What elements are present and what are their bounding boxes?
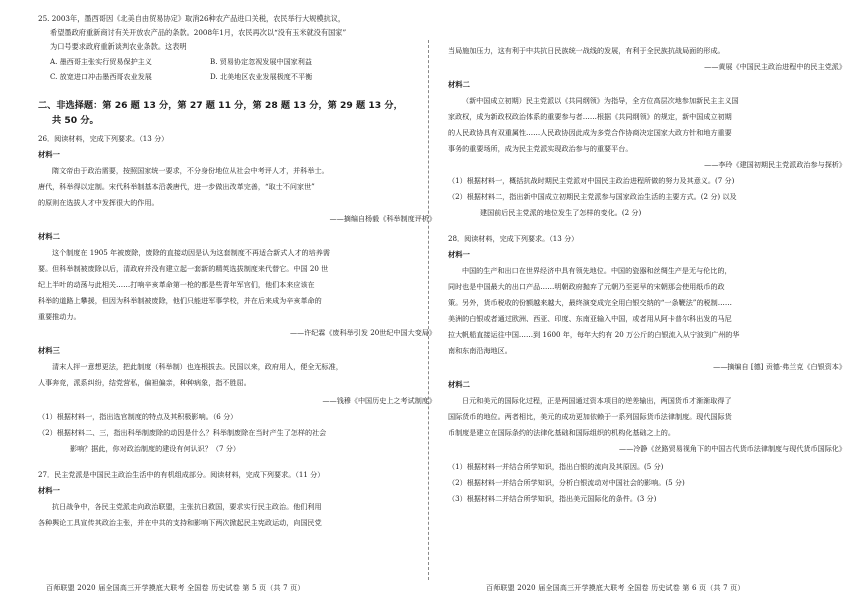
q27-material-1-label: 材料一	[38, 486, 60, 495]
q26-m1-source: ——摘编自杨毅《科举制度评析》	[329, 214, 436, 223]
q25-option-d[interactable]: D. 北美地区农业发展极度不平衡	[210, 72, 313, 81]
q27-m1-line-3: 当局施加压力，这有利于中共抗日民族统一战线的发展，有利于全民族抗战局面的形成。	[448, 46, 725, 55]
q28-m1-line-4: 美洲的白银或者通过欧洲、西亚、印度、东南亚输入中国，或者用从阿卡普尔科出发的马尼	[448, 314, 732, 323]
q27-intro: 27．民主党派是中国民主政治生活中的有机组成部分。阅读材料，完成下列要求。（11 分）	[38, 470, 325, 479]
q26-material-3-label: 材料三	[38, 346, 60, 355]
q27-m2-line-4: 事务的重要场所，成为民主党派实现政治参与的重要平台。	[448, 144, 633, 153]
q27-m2-line-3: 的人民政协具有双重属性……人民政协因此成为多党合作协商决定国家大政方针和地方重要	[448, 128, 732, 137]
q26-m1-line-2: 唐代，科举得以定制。宋代科举制基本沿袭唐代，进一步做出改革完善，“取士不问家世”	[38, 182, 315, 191]
q28-m2-line-1: 日元和美元的国际化过程，正是两国通过资本项目的逆差输出，两国货币才渐渐取得了	[462, 396, 732, 405]
q26-material-1-label: 材料一	[38, 150, 60, 159]
q27-m1-source: ——黄展《中国民主政治进程中的民主党派》	[704, 62, 846, 71]
q26-m2-line-4: 科举的道路上攀援，但因为科举制被废除，他们只能进军事学校，并在后来成为辛亥革命的	[38, 296, 322, 305]
q28-requirement-2: （2）根据材料一并结合所学知识，分析白银流动对中国社会的影响。(5 分)	[448, 478, 685, 487]
q27-requirement-2: （2）根据材料二，指出新中国成立初期民主党派参与国家政治生活的主要方式。(2 分) 以及	[448, 192, 737, 201]
q27-requirement-2-cont: 建国前后民主党派的地位发生了怎样的变化。(2 分)	[480, 208, 642, 217]
q26-requirement-1: （1）根据材料一，指出选官制度的特点及其积极影响。（6 分）	[38, 412, 238, 421]
q28-requirement-3: （3）根据材料二并结合所学知识，指出美元国际化的条件。(3 分)	[448, 494, 657, 503]
q26-m2-line-3: 纪上半叶的动荡与此相关……打响辛亥革命第一枪的都是些青年军官们，他们本来应该在	[38, 280, 315, 289]
q28-m1-line-6: 南和东南沿海地区。	[448, 346, 512, 355]
q28-m2-line-3: 币制度是建立在国际条约的法律化基础和国际组织的机构化基础之上的。	[448, 428, 675, 437]
q27-material-2-label: 材料二	[448, 80, 470, 89]
q25-option-c[interactable]: C. 放宽进口冲击墨西哥农业发展	[50, 72, 152, 81]
q26-requirement-2-cont: 影响？据此，你对政治制度的建设有何认识？（7 分）	[70, 444, 240, 453]
q27-m2-line-1: （新中国成立初期）民主党派以《共同纲领》为指导，全方位高层次地参加新民主主义国	[462, 96, 739, 105]
q26-m2-line-5: 重要推动力。	[38, 312, 81, 321]
q25-line-3: 为口号要求政府重新谈判农业条款。这表明	[50, 42, 187, 51]
q26-m2-line-1: 这个制度在 1905 年被废除，废除的直接动因是认为这套制度不再适合新式人才的培养需	[52, 248, 330, 257]
footer-right-page: 百师联盟 2020 届全国高三开学摸底大联考 全国卷 历史试卷 第 6 页（共 7 页）	[486, 584, 745, 592]
q27-m1-line-2: 各种舆论工具宣传其政治主张，并在中共的支持和影响下两次掀起民主宪政运动，向国民党	[38, 518, 322, 527]
q27-m1-line-1: 抗日战争中，各民主党派走向政治联盟，主张抗日救国，要求实行民主政治。他们利用	[52, 502, 322, 511]
q28-m2-line-2: 国际货币的地位。两者相比，美元的成功更加依赖于一系列国际货币法律制度。现代国际货	[448, 412, 732, 421]
section2-heading-line-2: 共 50 分。	[52, 115, 99, 126]
q26-m1-line-3: 的原则在选拔人才中发挥很大的作用。	[38, 198, 159, 207]
section2-heading-line-1: 二、非选择题：第 26 题 13 分，第 27 题 11 分，第 28 题 13 分，第 29 题 13 分，	[38, 100, 403, 111]
q26-m1-line-1: 隋文帝由于政治需要，按照国家统一要求，不分身份地位从社会中考评人才，并科举士。	[52, 166, 329, 175]
q28-material-1-label: 材料一	[448, 250, 470, 259]
q26-requirement-2: （2）根据材料二、三，指出科举制废除的动因是什么？科举制废除在当时产生了怎样的社会	[38, 428, 327, 437]
q25-option-b[interactable]: B. 贸易协定忽视发展中国家利益	[210, 57, 312, 66]
q28-m1-source: ——摘编自 [德] 贡德·弗兰克《白银资本》	[713, 362, 846, 371]
q28-m1-line-5: 拉大帆船直接运往中国……到 1600 年，每年大约有 20 万公斤的白银流入从宁波到广州的华	[448, 330, 740, 339]
q26-m2-source: ——许纪霖《废科举引发 20世纪中国大变局》	[289, 328, 436, 337]
q26-m3-source: ——钱穆《中国历史上之考试制度》	[322, 396, 436, 405]
q25-line-1: 25. 2003年，墨西哥因《北美自由贸易协定》取消26种农产品进口关税，农民举行大规模抗议，	[38, 14, 346, 23]
q28-intro: 28．阅读材料，完成下列要求。（13 分）	[448, 234, 579, 243]
q27-m2-line-2: 家政权，成为新政权政治体系的重要参与者……根据《共同纲领》的规定，新中国成立初期	[448, 112, 732, 121]
q28-m1-line-3: 策。另外，货币税收的份额越来越大，最终演变成完全用白银交纳的“一条鞭法”的税制……	[448, 298, 732, 307]
column-divider	[428, 40, 429, 580]
q26-m3-line-2: 人事奔竞，派系纠纷，结党营私，偏袒偏亲，种种病象，指不胜屈。	[38, 378, 251, 387]
q27-m2-source: ——李玲《建国初期民主党派政治参与探析》	[704, 160, 846, 169]
q26-material-2-label: 材料二	[38, 232, 60, 241]
q26-m3-line-1: 清末人抨一意想更法，把此制度（科举制）也连根拔去。民国以来，政府用人，便全无标准，	[52, 362, 343, 371]
q25-option-a[interactable]: A. 墨西哥主张实行贸易保护主义	[50, 57, 152, 66]
q28-material-2-label: 材料二	[448, 380, 470, 389]
q28-m1-line-1: 中国的生产和出口在世界经济中具有领先地位。中国的瓷器和丝绸生产是无与伦比的，	[462, 266, 732, 275]
q28-m2-source: ——冷静《丝路贸易视角下的中国古代货币法律制度与现代货币国际化》	[619, 444, 846, 453]
q28-m1-line-2: 同时也是中国最大的出口产品……明朝政府抛弃了元朝乃至更早的宋朝那会使用纸币的政	[448, 282, 725, 291]
q25-line-2: 希望墨政府重新商讨有关开放农产品的条款。2008年1月，农民再次以“没有玉米就没有国家”	[50, 28, 347, 37]
q27-requirement-1: （1）根据材料一，概括抗战时期民主党派对中国民主政治进程所做的努力及其意义。(7 分)	[448, 176, 735, 185]
footer-left-page: 百师联盟 2020 届全国高三开学摸底大联考 全国卷 历史试卷 第 5 页（共 7 页）	[46, 584, 305, 592]
q28-requirement-1: （1）根据材料一并结合所学知识，指出白银的流向及其原因。(5 分)	[448, 462, 664, 471]
q26-intro: 26．阅读材料，完成下列要求。（13 分）	[38, 134, 169, 143]
q26-m2-line-2: 要。但科举制被废除以后，清政府并没有建立起一套新的精英选拔制度来代替它。中国 20 世	[38, 264, 329, 273]
